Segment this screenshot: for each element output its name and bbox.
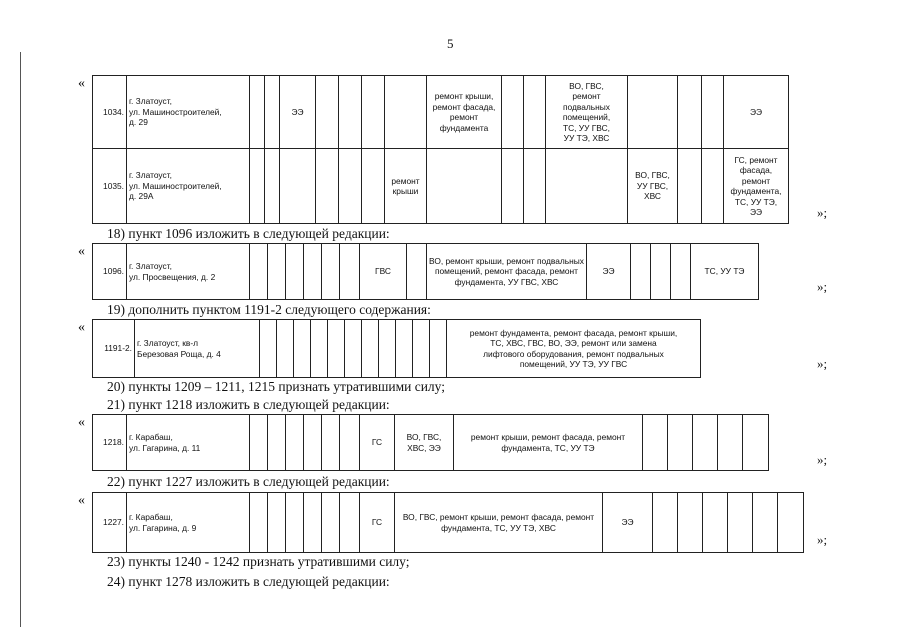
cell-value: ГС	[360, 493, 395, 553]
paragraph-24: 24) пункт 1278 изложить в следующей редакции:	[107, 574, 390, 589]
close-quote: »;	[817, 356, 828, 371]
close-quote: »;	[817, 452, 828, 467]
page-number: 5	[447, 36, 454, 51]
close-quote: »;	[817, 279, 828, 294]
cell-value: ТС, УУ ТЭ	[691, 244, 759, 300]
paragraph-18: 18) пункт 1096 изложить в следующей редакции:	[107, 226, 390, 241]
table-1034-1035	[92, 75, 789, 224]
paragraph-23: 23) пункты 1240 - 1242 признать утратившими силу;	[107, 554, 410, 569]
table-row	[93, 76, 789, 149]
paragraph-21: 21) пункт 1218 изложить в следующей редакции:	[107, 397, 390, 412]
cell-value: ЭЭ	[724, 76, 789, 149]
table-row	[93, 493, 804, 553]
table-1218	[92, 414, 769, 471]
table-1096	[92, 243, 759, 300]
paragraph-20: 20) пункты 1209 – 1211, 1215 признать утратившими силу;	[107, 379, 445, 394]
cell-value: ЭЭ	[280, 76, 316, 149]
row-address: г. Златоуст, ул. Машиностроителей, д. 29А	[127, 149, 250, 224]
cell-value: ГС, ремонт фасада, ремонт фундамента, ТС, УУ ТЭ, ЭЭ	[724, 149, 789, 224]
cell-value: ремонт крыши, ремонт фасада, ремонт фундамента, ТС, УУ ТЭ	[454, 415, 643, 471]
cell-value: ремонт крыши, ремонт фасада, ремонт фундамента	[427, 76, 502, 149]
cell-value: ВО, ГВС, ремонт крыши, ремонт фасада, ремонт фундамента, ТС, УУ ТЭ, ХВС	[395, 493, 603, 553]
page-border-line	[20, 52, 21, 627]
row-number: 1035.	[93, 149, 127, 224]
row-address: г. Златоуст, кв-л Березовая Роща, д. 4	[135, 320, 260, 378]
paragraph-22: 22) пункт 1227 изложить в следующей редакции:	[107, 474, 390, 489]
row-number: 1218.	[93, 415, 127, 471]
cell-value: ВО, ГВС, ремонт подвальных помещений, ТС, УУ ГВС, УУ ТЭ, ХВС	[546, 76, 628, 149]
open-quote: «	[78, 493, 85, 508]
cell-value: ВО, ГВС, ХВС, ЭЭ	[395, 415, 454, 471]
cell-value: ГВС	[360, 244, 407, 300]
open-quote: «	[78, 415, 85, 430]
cell-value: ЭЭ	[603, 493, 653, 553]
close-quote: »;	[817, 532, 828, 547]
table-row	[93, 415, 769, 471]
paragraph-19: 19) дополнить пунктом 1191-2 следующего содержания:	[107, 302, 431, 317]
table-row	[93, 149, 789, 224]
cell-value: ГС	[360, 415, 395, 471]
cell-value: ремонт крыши	[385, 149, 427, 224]
row-address: г. Карабаш, ул. Гагарина, д. 9	[127, 493, 250, 553]
row-number: 1096.	[93, 244, 127, 300]
row-number: 1191-2.	[93, 320, 135, 378]
open-quote: «	[78, 320, 85, 335]
table-1227	[92, 492, 804, 553]
open-quote: «	[78, 76, 85, 91]
row-address: г. Карабаш, ул. Гагарина, д. 11	[127, 415, 250, 471]
close-quote: »;	[817, 205, 828, 220]
cell-value: ВО, ГВС, УУ ГВС, ХВС	[628, 149, 678, 224]
table-row	[93, 244, 759, 300]
row-address: г. Златоуст, ул. Просвещения, д. 2	[127, 244, 250, 300]
row-address: г. Златоуст, ул. Машиностроителей, д. 29	[127, 76, 250, 149]
cell-value: ремонт фундамента, ремонт фасада, ремонт крыши, ТС, ХВС, ГВС, ВО, ЭЭ, ремонт или замена лифтового оборудования, ремонт подвальных помещений, УУ ТЭ, УУ ГВС	[447, 320, 701, 378]
cell-value: ЭЭ	[587, 244, 631, 300]
table-1191-2	[92, 319, 701, 378]
row-number: 1227.	[93, 493, 127, 553]
open-quote: «	[78, 244, 85, 259]
table-row	[93, 320, 701, 378]
cell-value: ВО, ремонт крыши, ремонт подвальных помещений, ремонт фасада, ремонт фундамента, УУ ГВС, ХВС	[427, 244, 587, 300]
row-number: 1034.	[93, 76, 127, 149]
